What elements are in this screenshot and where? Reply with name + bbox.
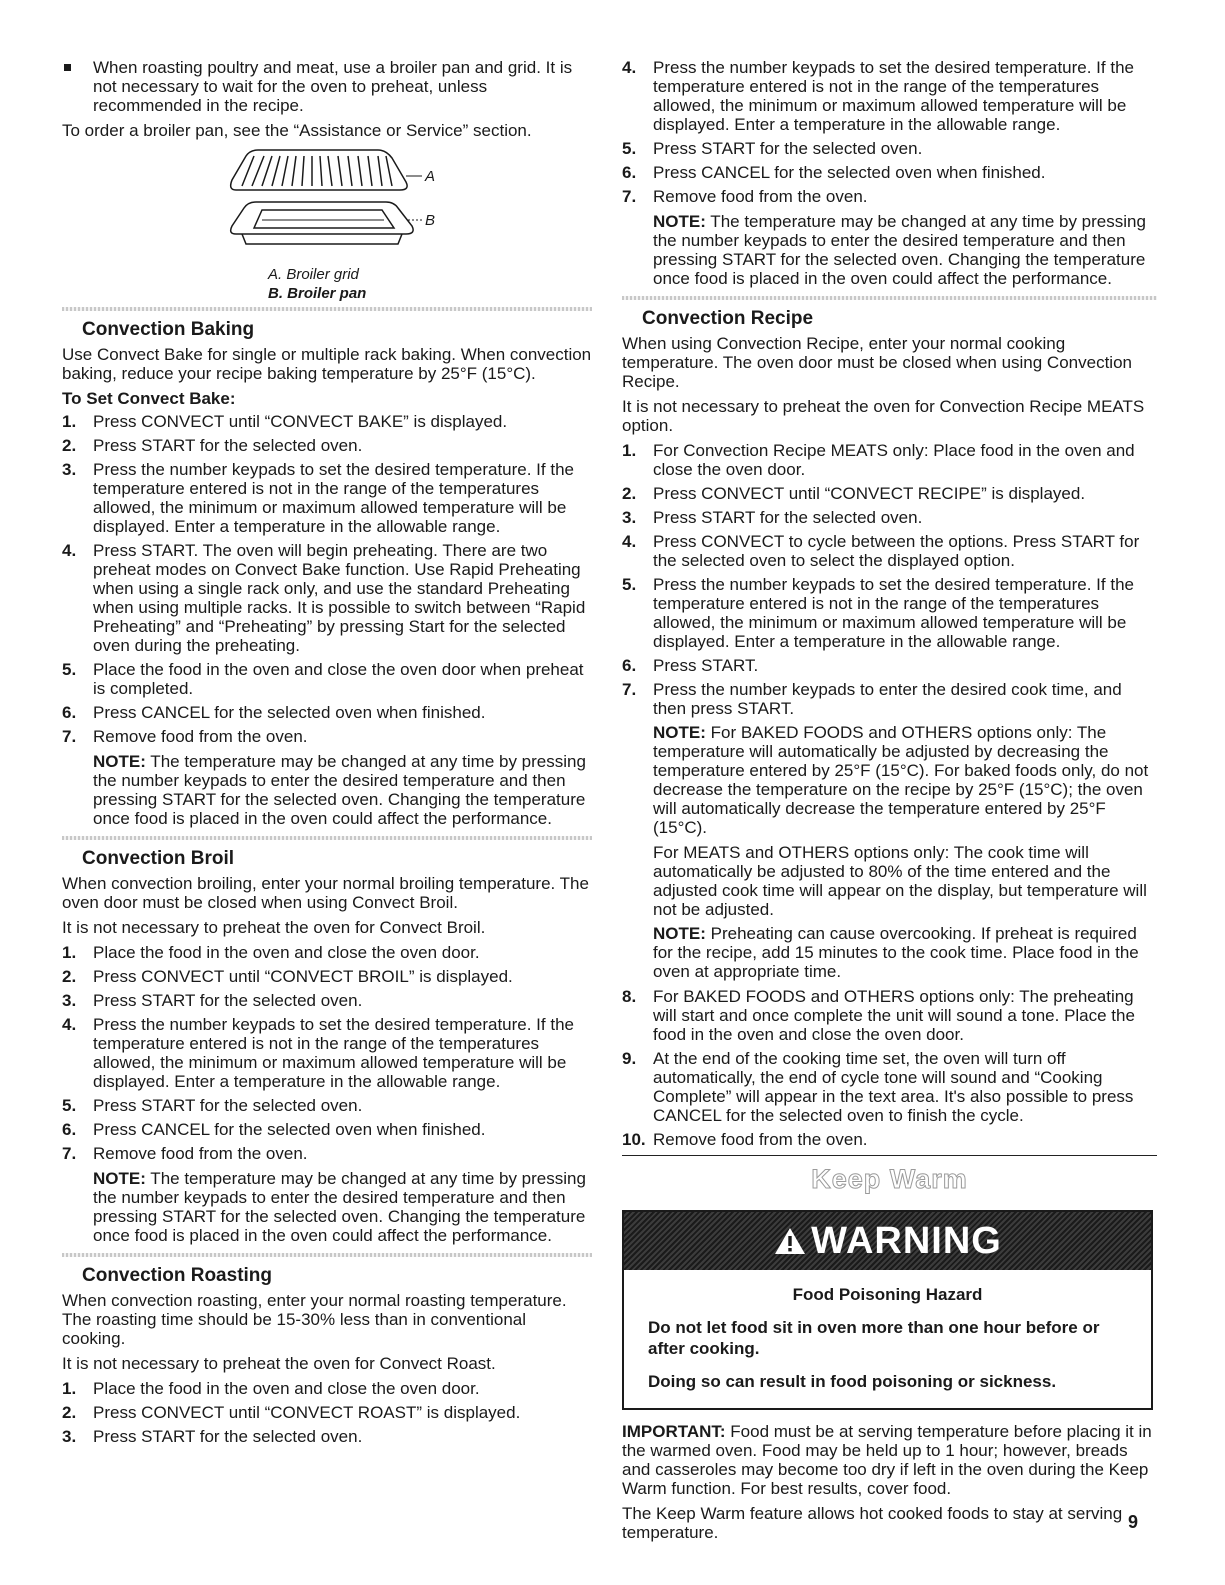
list-item (622, 187, 1157, 206)
list-item (62, 541, 592, 655)
note-label: NOTE: (653, 723, 706, 742)
convection-roasting-intro: When convection roasting, enter your normal roasting temperature. The roasting time should be 15-30% less than in conventional cooking. (62, 1291, 567, 1348)
list-item (62, 1379, 592, 1398)
convect-roast-steps-continued (622, 58, 1157, 206)
list-item (622, 508, 1157, 527)
convect-roast-note (622, 212, 1157, 288)
step-text: Press the number keypads to set the desired temperature. If the temperature entered is not in the range of the temperatures allowed, the minimum or maximum allowed temperature will be displayed. Enter a temperature in the allowable range. (93, 460, 574, 536)
list-item (62, 703, 592, 722)
list-item (62, 1427, 592, 1446)
caption-a: A. Broiler grid (268, 266, 359, 283)
step-text: Press START. (653, 656, 759, 675)
step-text: For Convection Recipe MEATS only: Place food in the oven and close the oven door. (653, 441, 1135, 479)
step-number: 3. (62, 460, 77, 479)
warning-label: WARNING (811, 1219, 1002, 1262)
list-item (62, 1096, 592, 1115)
step-number: 1. (62, 943, 77, 962)
step-number: 4. (622, 532, 637, 551)
note-label: NOTE: (653, 212, 706, 231)
broiler-pan-drawing (231, 202, 422, 244)
step-text: Press CONVECT until “CONVECT RECIPE” is displayed. (653, 484, 1086, 503)
step-text: Remove food from the oven. (653, 187, 868, 206)
step-text: Press CONVECT until “CONVECT ROAST” is displayed. (93, 1403, 521, 1422)
warning-triangle-icon (773, 1226, 807, 1256)
step-text: Press START for the selected oven. (653, 508, 923, 527)
list-item (62, 1015, 592, 1091)
right-column (622, 58, 1157, 1548)
step-text: Press CONVECT until “CONVECT BAKE” is displayed. (93, 412, 508, 431)
step-number: 7. (622, 680, 637, 699)
convection-broil-heading: Convection Broil (82, 848, 235, 869)
convect-broil-note (62, 1169, 592, 1245)
meats-paragraph: For MEATS and OTHERS options only: The cook time will automatically be adjusted to 80% of the time entered and the adjusted cook time will appear on the display, but temperature will not be adjusted. (653, 843, 1147, 919)
step-text: Place the food in the oven and close the oven door when preheat is completed. (93, 660, 584, 698)
important-label: IMPORTANT: (622, 1422, 726, 1441)
warning-line-2: Doing so can result in food poisoning or sickness. (648, 1372, 1057, 1391)
step-number: 7. (622, 187, 637, 206)
list-item (622, 532, 1157, 570)
convection-recipe-intro: When using Convection Recipe, enter your normal cooking temperature. The oven door must be closed when using Convection Recipe. (622, 334, 1132, 391)
convection-roasting-heading: Convection Roasting (82, 1265, 273, 1286)
step-number: 2. (62, 967, 77, 986)
step-number: 7. (62, 727, 77, 746)
intro-bullet (62, 58, 592, 115)
step-number: 1. (622, 441, 637, 460)
section-divider (62, 836, 592, 840)
step-text: Press START. The oven will begin preheating. There are two preheat modes on Convect Bake function. Use Rapid Preheating when using a single rack only, and use the standard Preheating when using multiple racks. It is possible to switch between “Rapid Preheating” and “Preheating” by pressing Start for the selected oven during the preheating. (93, 541, 586, 655)
note-text: The temperature may be changed at any time by pressing the number keypads to enter the desired temperature and then pressing START for the selected oven. Changing the temperature once food is placed in the oven could affect the performance. (93, 752, 586, 828)
order-text: To order a broiler pan, see the “Assistance or Service” section. (62, 121, 532, 140)
step-text: Press the number keypads to set the desired temperature. If the temperature entered is not in the range of the temperatures allowed, the minimum or maximum allowed temperature will be displayed. Enter a temperature in the allowable range. (653, 575, 1134, 651)
warning-hazard: Food Poisoning Hazard (792, 1285, 983, 1304)
step-text: Press CANCEL for the selected oven when finished. (93, 703, 486, 722)
important-paragraph (622, 1422, 1157, 1498)
step-number: 6. (622, 656, 637, 675)
list-item (622, 484, 1157, 503)
step-text: Remove food from the oven. (93, 727, 308, 746)
intro-bullet-text: When roasting poultry and meat, use a broiler pan and grid. It is not necessary to wait for the oven to preheat, unless recommended in the recipe. (93, 58, 573, 115)
left-column (62, 58, 592, 1452)
warning-box (622, 1210, 1153, 1410)
convection-baking-heading: Convection Baking (82, 319, 255, 340)
list-item (622, 680, 1157, 981)
section-divider (62, 307, 592, 311)
list-item (622, 139, 1157, 158)
convect-bake-steps (62, 412, 592, 746)
step-number: 2. (62, 436, 77, 455)
note-text: Preheating can cause overcooking. If preheat is required for the recipe, add 15 minutes to the cook time. Place food in the oven at appropriate time. (653, 924, 1139, 981)
list-item (62, 460, 592, 536)
list-item (62, 436, 592, 455)
caption-b: B. Broiler pan (268, 285, 367, 302)
broiler-figure (62, 146, 592, 301)
step-number: 6. (622, 163, 637, 182)
step-number: 1. (62, 1379, 77, 1398)
list-item (62, 727, 592, 746)
note-label: NOTE: (93, 1169, 146, 1188)
list-item (62, 1120, 592, 1139)
step-text: Press START for the selected oven. (93, 1427, 363, 1446)
step-number: 2. (62, 1403, 77, 1422)
warning-line-1: Do not let food sit in oven more than one hour before or after cooking. (648, 1318, 1100, 1358)
label-a: A (425, 168, 436, 185)
step-number: 3. (62, 1427, 77, 1446)
note-text: For BAKED FOODS and OTHERS options only: The temperature will automatically be adjusted by decreasing the temperature entered by 25°F (15°C). For baked foods only, do not decrease the temperature on the recipe by 25°F (15°C); the oven will automatically decrease the temperature entered by 25°F (15°C). (653, 723, 1149, 837)
list-item (622, 1049, 1157, 1125)
list-item (62, 1403, 592, 1422)
convect-roast-steps (62, 1379, 592, 1446)
step-text: Press the number keypads to set the desired temperature. If the temperature entered is not in the range of the temperatures allowed, the minimum or maximum allowed temperature will be displayed. Enter a temperature in the allowable range. (93, 1015, 574, 1091)
warning-banner (624, 1212, 1151, 1270)
list-item (622, 1130, 1157, 1149)
step-text: Press CANCEL for the selected oven when finished. (653, 163, 1046, 182)
step-text: Press CANCEL for the selected oven when finished. (93, 1120, 486, 1139)
warning-body (624, 1270, 1151, 1408)
note-label: NOTE: (93, 752, 146, 771)
keep-warm-feature-text: The Keep Warm feature allows hot cooked foods to stay at serving temperature. (622, 1504, 1123, 1542)
list-item (622, 656, 1157, 675)
convection-recipe-heading: Convection Recipe (642, 308, 814, 329)
important-text: Food must be at serving temperature before placing it in the warmed oven. Food may be held up to 1 hour; however, breads and casseroles may become too dry if left in the oven during the Keep Warm function. For best results, cover food. (622, 1422, 1152, 1498)
note-text: The temperature may be changed at any time by pressing the number keypads to enter the desired temperature and then pressing START for the selected oven. Changing the temperature once food is placed in the oven could affect the performance. (653, 212, 1146, 288)
step-text: Place the food in the oven and close the oven door. (93, 943, 480, 962)
keep-warm-title: Keep Warm (811, 1164, 968, 1194)
step-number: 10. (622, 1130, 646, 1149)
step-number: 8. (622, 987, 637, 1006)
step-text: Press START for the selected oven. (93, 436, 363, 455)
label-b: B (425, 212, 436, 229)
list-item (62, 660, 592, 698)
broiler-grid-drawing (231, 150, 422, 190)
convect-bake-subheading: To Set Convect Bake: (62, 389, 236, 408)
step-number: 6. (62, 1120, 77, 1139)
step-text: For BAKED FOODS and OTHERS options only: The preheating will start and once complete the unit will sound a tone. Place the food in the oven and close the oven door. (653, 987, 1135, 1044)
step-number: 5. (62, 1096, 77, 1115)
step-text: Press the number keypads to set the desired temperature. If the temperature entered is not in the range of the temperatures allowed, the minimum or maximum allowed temperature will be displayed. Enter a temperature in the allowable range. (653, 58, 1134, 134)
list-item (622, 441, 1157, 479)
step-text: At the end of the cooking time set, the oven will turn off automatically, the end of cycle tone will sound and “Cooking Complete” will appear in the text area. It's also possible to press CANCEL for the selected oven to finish the cycle. (653, 1049, 1134, 1125)
list-item (62, 1144, 592, 1163)
list-item (62, 412, 592, 431)
note-label: NOTE: (653, 924, 706, 943)
step-text: Remove food from the oven. (93, 1144, 308, 1163)
step-number: 7. (62, 1144, 77, 1163)
section-divider (62, 1253, 592, 1257)
convection-broil-preheat: It is not necessary to preheat the oven for Convect Broil. (62, 918, 486, 937)
step-text: Place the food in the oven and close the oven door. (93, 1379, 480, 1398)
step-number: 5. (622, 575, 637, 594)
list-item (622, 987, 1157, 1044)
step-number: 4. (62, 541, 77, 560)
step-number: 9. (622, 1049, 637, 1068)
page-number: 9 (1128, 1512, 1139, 1532)
section-divider (622, 296, 1157, 300)
convect-broil-steps (62, 943, 592, 1163)
step-text: Press START for the selected oven. (93, 991, 363, 1010)
step-number: 2. (622, 484, 637, 503)
square-bullet-icon (64, 64, 71, 71)
step-number: 3. (622, 508, 637, 527)
broiler-illustration (222, 148, 512, 263)
step-number: 5. (62, 660, 77, 679)
step-text: Press CONVECT until “CONVECT BROIL” is displayed. (93, 967, 513, 986)
convection-baking-intro: Use Convect Bake for single or multiple rack baking. When convection baking, reduce your recipe baking temperature by 25°F (15°C). (62, 345, 592, 383)
convection-recipe-preheat: It is not necessary to preheat the oven for Convection Recipe MEATS option. (622, 397, 1145, 435)
step-text: Press START for the selected oven. (653, 139, 923, 158)
step-number: 4. (622, 58, 637, 77)
convection-broil-intro: When convection broiling, enter your normal broiling temperature. The oven door must be closed when using Convect Broil. (62, 874, 589, 912)
step-number: 1. (62, 412, 77, 431)
step-number: 5. (622, 139, 637, 158)
step-text: Press the number keypads to enter the desired cook time, and then press START. (653, 680, 1122, 718)
convection-roasting-preheat: It is not necessary to preheat the oven for Convect Roast. (62, 1354, 496, 1373)
step-text: Press CONVECT to cycle between the options. Press START for the selected oven to select the displayed option. (653, 532, 1140, 570)
list-item (622, 575, 1157, 651)
baked-foods-note (653, 723, 1157, 837)
convect-recipe-steps (622, 441, 1157, 1149)
step-number: 6. (62, 703, 77, 722)
convect-bake-note (62, 752, 592, 828)
preheat-note (653, 924, 1157, 981)
list-item (62, 943, 592, 962)
note-text: The temperature may be changed at any time by pressing the number keypads to enter the desired temperature and then pressing START for the selected oven. Changing the temperature once food is placed in the oven could affect the performance. (93, 1169, 586, 1245)
step-number: 4. (62, 1015, 77, 1034)
step-text: Remove food from the oven. (653, 1130, 868, 1149)
list-item (622, 58, 1157, 134)
step-text: Press START for the selected oven. (93, 1096, 363, 1115)
list-item (62, 991, 592, 1010)
list-item (62, 967, 592, 986)
list-item (622, 163, 1157, 182)
section-rule (622, 1155, 1157, 1156)
step-number: 3. (62, 991, 77, 1010)
